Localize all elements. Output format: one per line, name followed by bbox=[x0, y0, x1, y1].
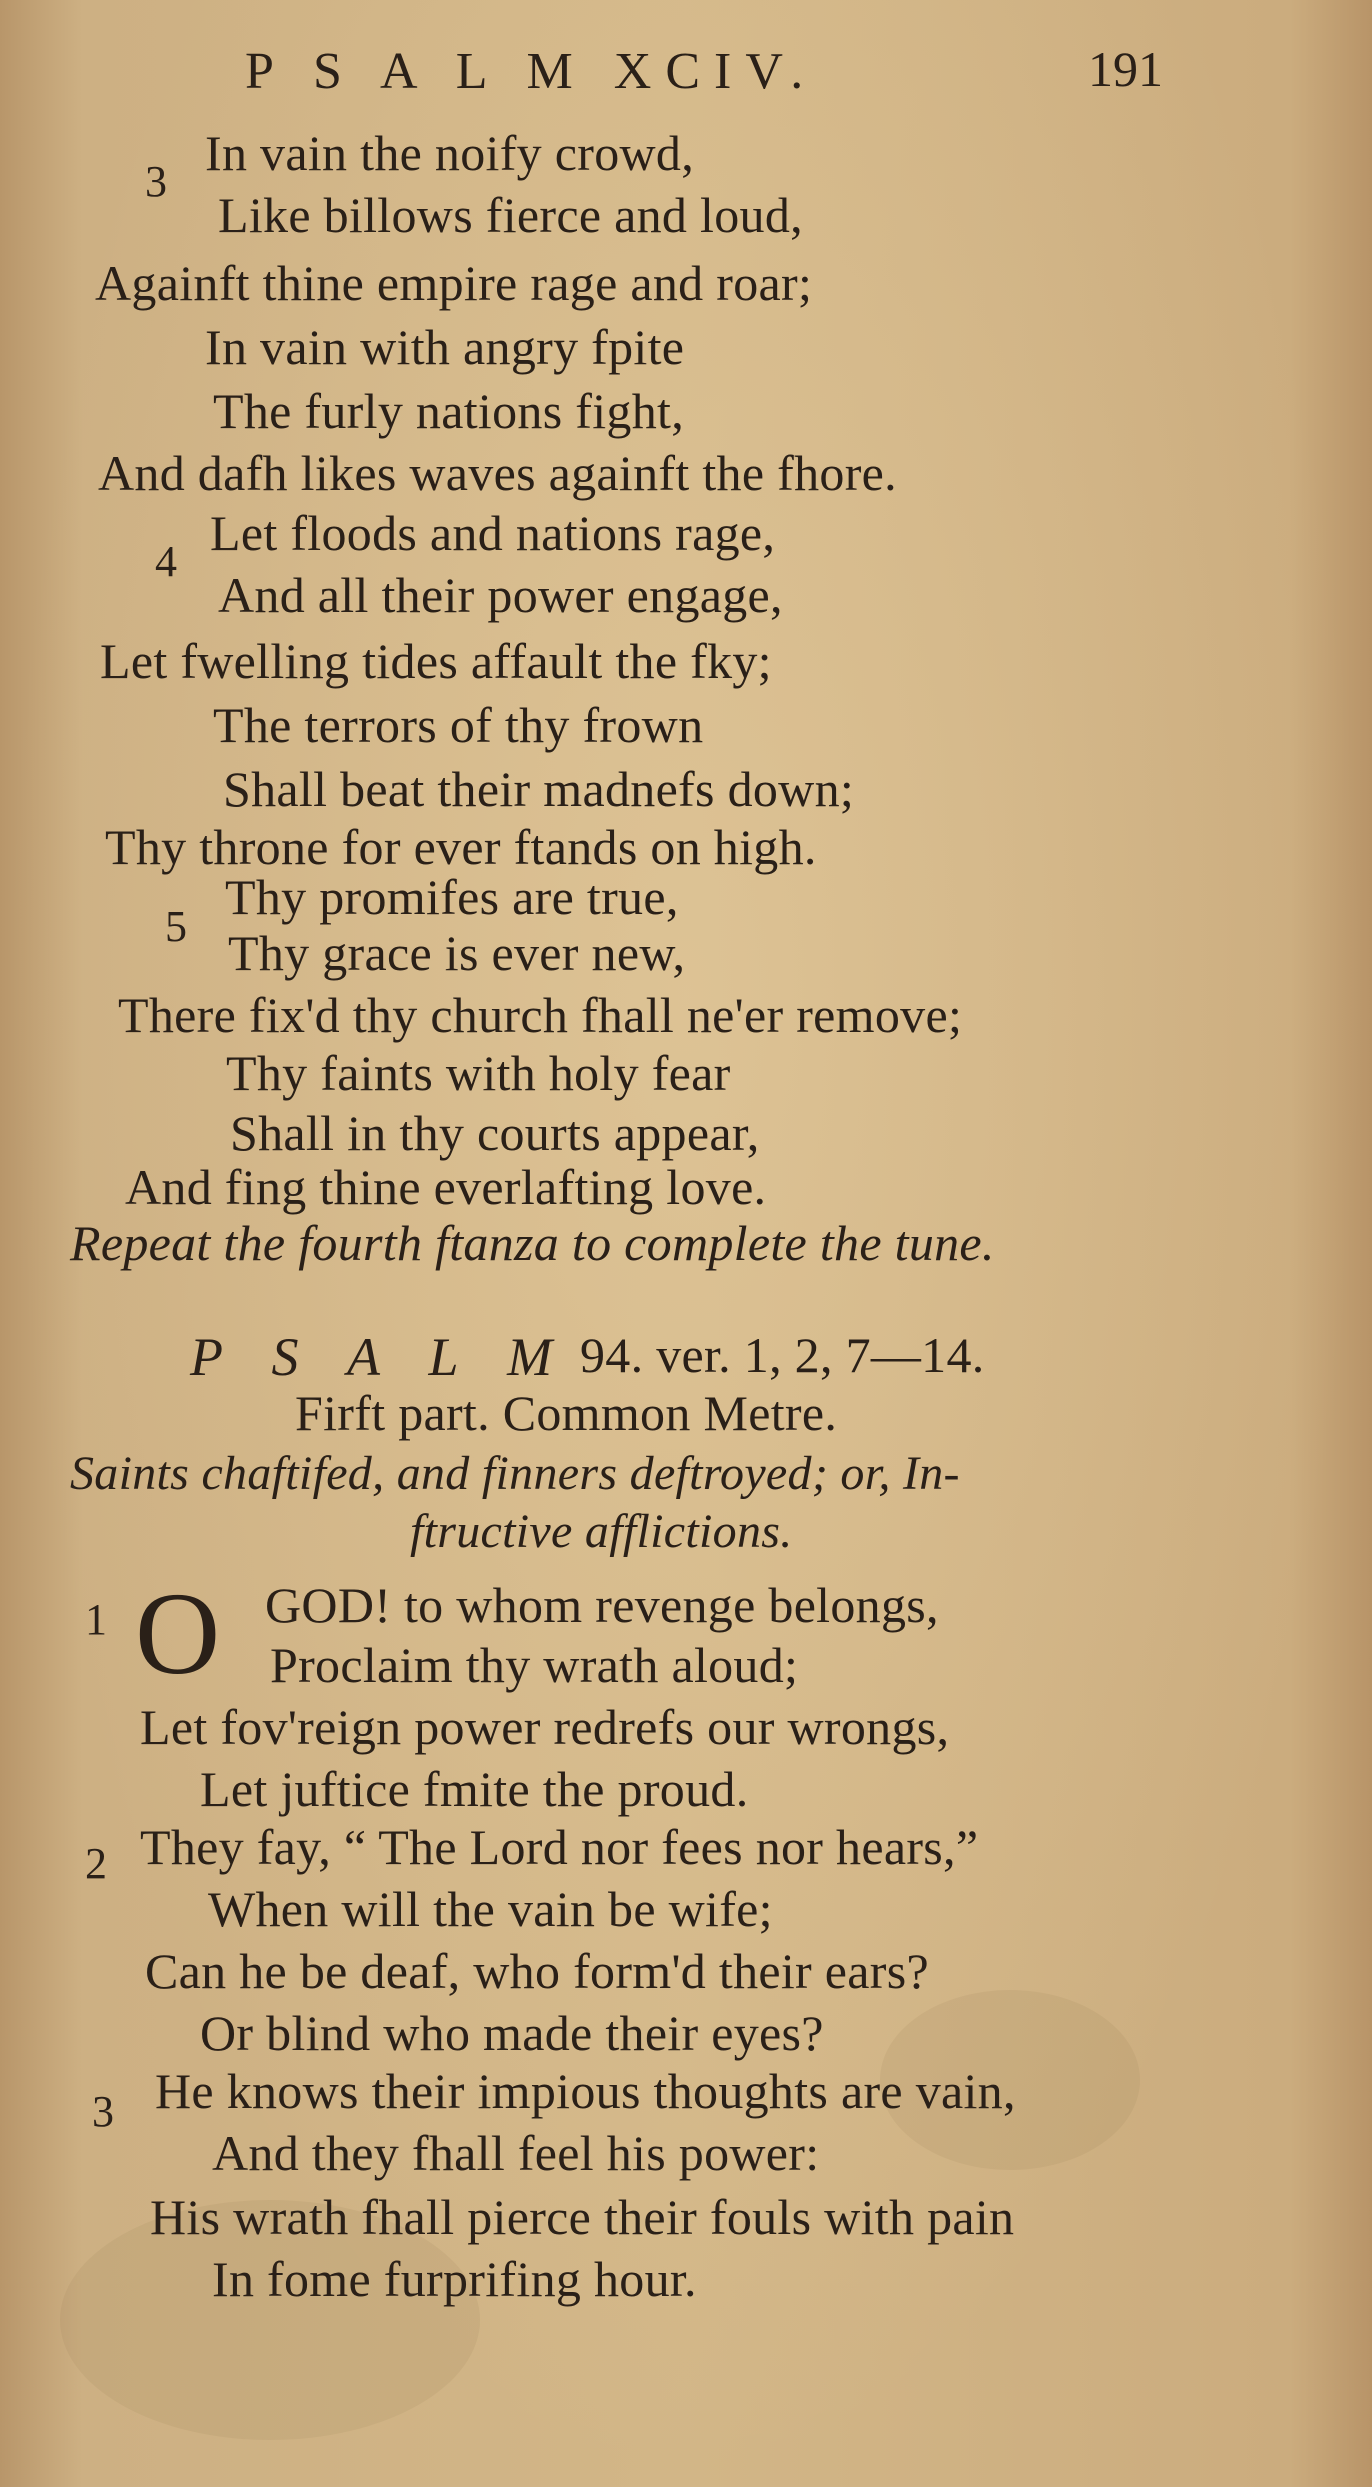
stanza-number: 4 bbox=[155, 537, 177, 586]
verse-line: In vain with angry fpite bbox=[205, 319, 685, 375]
verse-line: Thy throne for ever ftands on high. bbox=[105, 819, 817, 875]
verse-line: Proclaim thy wrath aloud; bbox=[270, 1637, 799, 1693]
stanza-number: 2 bbox=[85, 1839, 107, 1888]
verse-line: His wrath fhall pierce their fouls with pain bbox=[150, 2189, 1015, 2245]
verse-line: Let juftice fmite the proud. bbox=[200, 1761, 749, 1817]
verse-line: Shall in thy courts appear, bbox=[230, 1105, 760, 1161]
psalm-reference: 94. ver. 1, 2, 7—14. bbox=[580, 1327, 985, 1383]
stanza-number: 1 bbox=[85, 1595, 107, 1644]
stanza-number: 3 bbox=[92, 2087, 114, 2136]
verse-line: Thy faints with holy fear bbox=[226, 1045, 731, 1101]
verse-line: The terrors of thy frown bbox=[213, 697, 704, 753]
psalm-subtitle: Saints chaftifed, and finners deftroyed; or, In- bbox=[70, 1447, 960, 1500]
verse-line: Shall beat their madnefs down; bbox=[223, 761, 855, 817]
verse-line: And all their power engage, bbox=[218, 567, 783, 623]
verse-line: In vain the noify crowd, bbox=[205, 125, 695, 181]
verse-line: Againft thine empire rage and roar; bbox=[95, 255, 813, 311]
verse-line: Thy promifes are true, bbox=[225, 869, 679, 925]
psalm-heading: P S A L M bbox=[190, 1327, 571, 1387]
verse-line: Can he be deaf, who form'd their ears? bbox=[145, 1943, 929, 1999]
verse-line: Let floods and nations rage, bbox=[210, 505, 776, 561]
verse-line: Like billows fierce and loud, bbox=[218, 187, 803, 243]
verse-line: They fay, “ The Lord nor fees nor hears,” bbox=[140, 1819, 979, 1875]
stanza-number: 5 bbox=[165, 902, 187, 951]
verse-line: When will the vain be wife; bbox=[208, 1881, 773, 1937]
verse-line: Let fwelling tides affault the fky; bbox=[100, 633, 772, 689]
page-number: 191 bbox=[1088, 41, 1163, 97]
verse-line: The furly nations fight, bbox=[213, 383, 684, 439]
verse-line: And dafh likes waves againft the fhore. bbox=[98, 445, 897, 501]
meter-line: Firft part. Common Metre. bbox=[295, 1385, 838, 1441]
verse-line: And they fhall feel his power: bbox=[212, 2125, 820, 2181]
verse-line: He knows their impious thoughts are vain, bbox=[155, 2063, 1016, 2119]
running-title: P S A L M XCIV. bbox=[245, 43, 818, 100]
verse-line: And fing thine everlafting love. bbox=[125, 1159, 767, 1215]
drop-cap: O bbox=[135, 1568, 221, 1699]
verse-line: In fome furprifing hour. bbox=[212, 2251, 697, 2307]
verse-line: Or blind who made their eyes? bbox=[200, 2005, 824, 2061]
psalm-subtitle: ftructive afflictions. bbox=[410, 1505, 793, 1558]
verse-line: GOD! to whom revenge belongs, bbox=[265, 1577, 939, 1633]
verse-line: Let fov'reign power redrefs our wrongs, bbox=[140, 1699, 950, 1755]
stanza-number: 3 bbox=[145, 157, 167, 206]
verse-line: There fix'd thy church fhall ne'er remove; bbox=[118, 987, 963, 1043]
performance-note: Repeat the fourth ftanza to complete the tune. bbox=[70, 1215, 995, 1271]
verse-line: Thy grace is ever new, bbox=[228, 925, 686, 981]
